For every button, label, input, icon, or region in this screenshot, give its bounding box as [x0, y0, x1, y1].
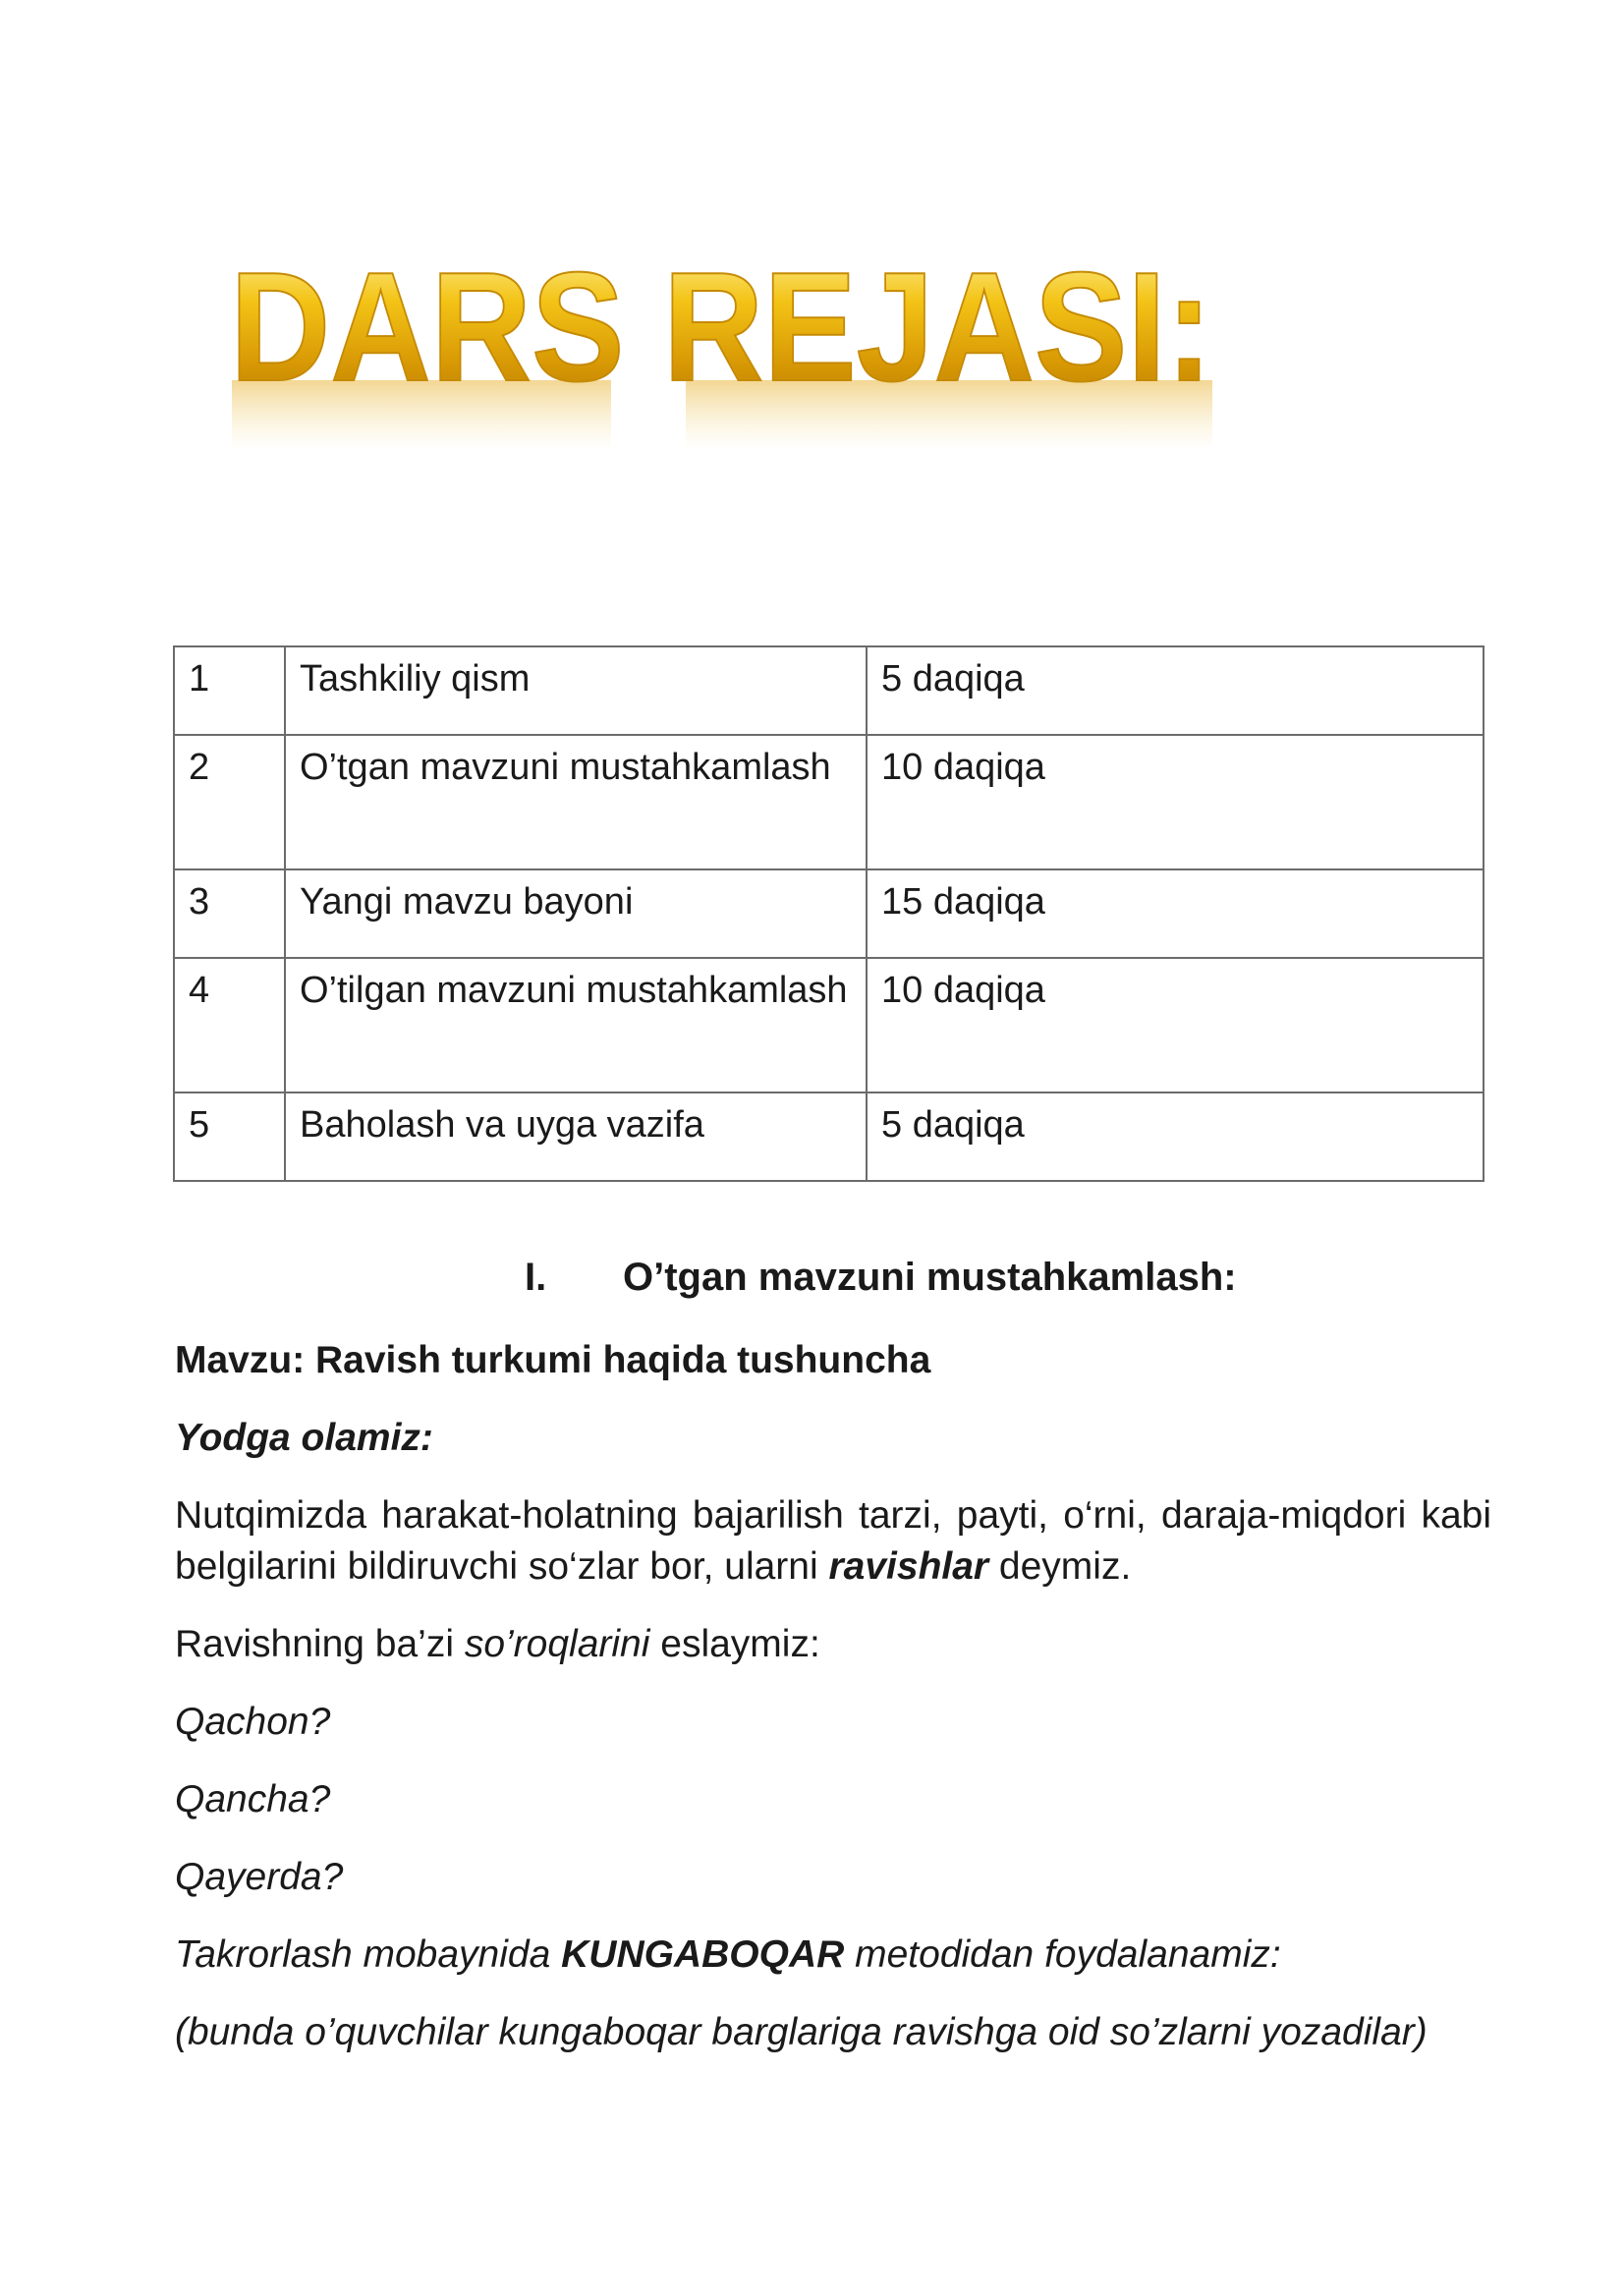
remember-heading: Yodga olamiz:	[175, 1417, 433, 1459]
row-number: 2	[174, 735, 285, 869]
row-number: 3	[174, 869, 285, 958]
method-text: Takrorlash mobaynida	[175, 1933, 562, 1976]
row-activity: O’tilgan mavzuni mustahkamlash	[285, 958, 867, 1092]
questions-intro-end: eslaymiz:	[649, 1623, 820, 1665]
questions-intro	[175, 1619, 820, 1670]
row-activity: Yangi mavzu bayoni	[285, 869, 867, 958]
section-number: I.	[525, 1256, 547, 1299]
row-duration: 10 daqiqa	[867, 735, 1484, 869]
row-number: 1	[174, 646, 285, 735]
row-duration: 15 daqiqa	[867, 869, 1484, 958]
definition-end: deymiz.	[988, 1545, 1132, 1588]
method-note: (bunda o’quvchilar kungaboqar barglariga ravishga oid so’zlarni yozadilar)	[175, 2011, 1428, 2053]
question-item: Qachon?	[175, 1701, 331, 1743]
questions-intro-emphasis: so’roqlarini	[464, 1623, 650, 1665]
row-duration: 10 daqiqa	[867, 958, 1484, 1092]
table-row	[174, 646, 1484, 735]
topic-line: Mavzu: Ravish turkumi haqida tushuncha	[175, 1339, 931, 1381]
title-text: DARS REJASI:	[230, 251, 1212, 414]
section-title: O’tgan mavzuni mustahkamlash:	[623, 1256, 1237, 1299]
method-end: metodidan foydalanamiz:	[844, 1933, 1281, 1976]
table-row	[174, 735, 1484, 869]
table-row	[174, 1092, 1484, 1181]
questions-intro-text: Ravishning ba’zi	[175, 1623, 465, 1665]
question-item: Qancha?	[175, 1778, 331, 1820]
row-activity: Tashkiliy qism	[285, 646, 867, 735]
table-row	[174, 869, 1484, 958]
section-heading	[525, 1256, 1237, 1300]
definition-paragraph	[175, 1490, 1491, 1593]
row-duration: 5 daqiqa	[867, 1092, 1484, 1181]
row-activity: O’tgan mavzuni mustahkamlash	[285, 735, 867, 869]
method-emphasis: KUNGABOQAR	[561, 1933, 845, 1976]
row-activity: Baholash va uyga vazifa	[285, 1092, 867, 1181]
table-row	[174, 958, 1484, 1092]
row-number: 5	[174, 1092, 285, 1181]
method-line	[175, 1930, 1281, 1981]
definition-text: Nutqimizda harakat-holatning bajarilish tarzi, payti, o‘rni, daraja-miqdori kabi belgilarini bildiruvchi so‘zlar bor, ularni	[175, 1494, 1491, 1588]
page-title	[230, 251, 1232, 457]
row-duration: 5 daqiqa	[867, 646, 1484, 735]
definition-emphasis: ravishlar	[828, 1545, 989, 1588]
question-item: Qayerda?	[175, 1856, 344, 1898]
lesson-plan-table	[173, 645, 1484, 1182]
row-number: 4	[174, 958, 285, 1092]
